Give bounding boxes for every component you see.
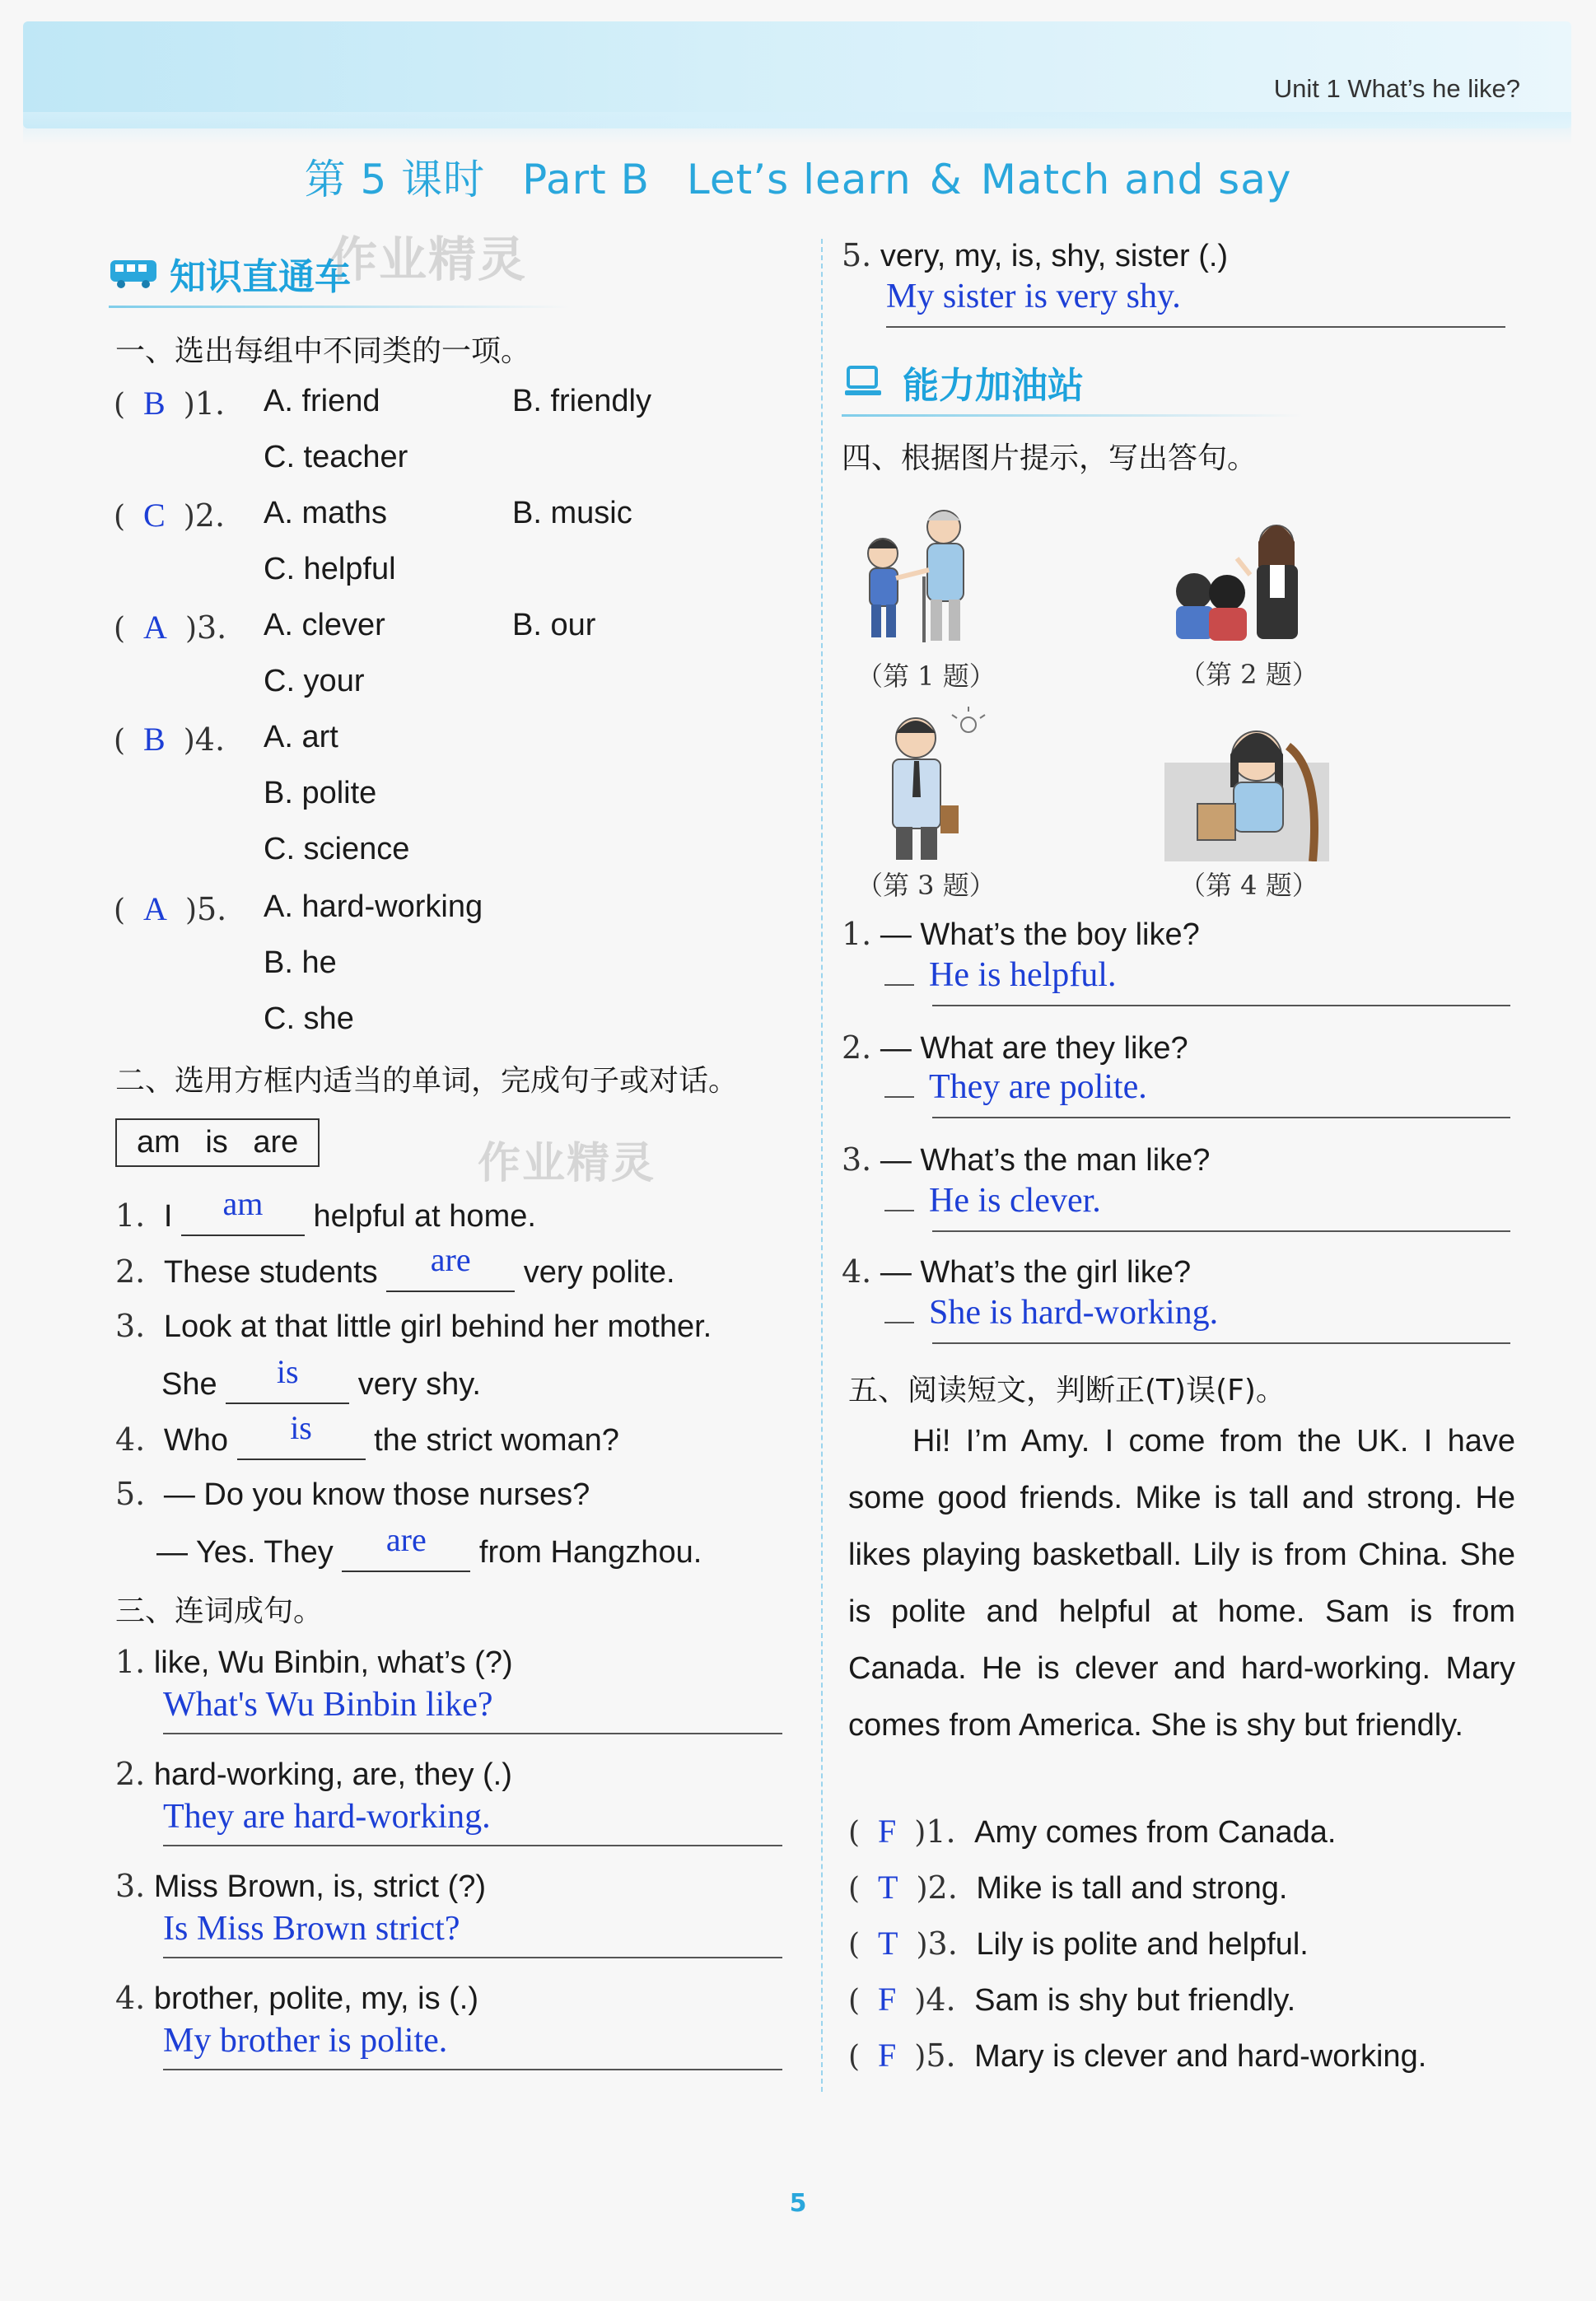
caption-2: （第 2 题）: [1179, 659, 1318, 690]
s3-line-5: [886, 326, 1505, 328]
s3-answer-1: What's Wu Binbin like?: [163, 1686, 493, 1724]
s5-answer-3: T: [878, 1925, 898, 1962]
s3-item-4: 4. brother, polite, my, is (.): [115, 1980, 479, 2016]
section4-heading: 四、根据图片提示，写出答句。: [842, 441, 1258, 475]
s3-line-1: [163, 1733, 782, 1734]
box-word-am: am: [137, 1125, 180, 1160]
s4-item-4: 4. — What’s the girl like?: [842, 1253, 1192, 1290]
page-number: 5: [789, 2189, 807, 2218]
s5-item-3: ( T )3. Lily is polite and helpful.: [848, 1925, 1309, 1962]
s5-answer-5: F: [878, 2037, 897, 2074]
header-underline: [109, 306, 570, 308]
s2-item-5: 5. — Do you know those nurses?: [115, 1476, 590, 1512]
s4-answer-row-2: They are polite.: [884, 1067, 1147, 1107]
s1-option-4a: A. art: [264, 720, 338, 754]
s3-item-1: 1. like, Wu Binbin, what’s (?): [115, 1644, 513, 1680]
s3-answer-2: They are hard-working.: [163, 1798, 491, 1836]
caption-4: （第 4 题）: [1179, 870, 1318, 901]
s1-item-4: ( B )4.: [114, 721, 226, 758]
s3-line-3: [163, 1957, 782, 1958]
s4-item-3: 3. — What’s the man like?: [842, 1141, 1211, 1178]
s1-option-2c: C. helpful: [264, 552, 396, 586]
picture-2-children-and-teacher: [1161, 517, 1326, 649]
s1-item-1: ( B )1.: [114, 385, 226, 422]
section5-heading: 五、阅读短文，判断正(T)误(F)。: [848, 1374, 1286, 1407]
page-title: [0, 147, 1596, 206]
caption-1: （第 1 题）: [856, 660, 996, 692]
section2-heading: 二、选用方框内适当的单词，完成句子或对话。: [115, 1064, 739, 1098]
s3-line-4: [163, 2069, 782, 2070]
s3-answer-5: My sister is very shy.: [886, 278, 1181, 315]
picture-1-boy-helping-old-man: [848, 502, 988, 651]
caption-3: （第 3 题）: [856, 870, 996, 901]
title-amp: &: [929, 156, 963, 203]
picture-3-man-with-idea: [865, 707, 996, 863]
s4-answer-row-1: He is helpful.: [884, 955, 1116, 995]
s4-line-1: [932, 1005, 1510, 1006]
s2-blank-4: is: [237, 1420, 366, 1460]
s2-blank-2: are: [386, 1252, 515, 1292]
s1-option-5a: A. hard-working: [264, 889, 483, 924]
column-divider: [821, 239, 823, 2092]
s1-option-2b: B. music: [512, 496, 632, 530]
knowledge-header-text: 知识直通车: [170, 256, 351, 298]
s5-answer-2: T: [878, 1869, 898, 1906]
s1-option-3b: B. our: [512, 608, 596, 642]
s2-item-1: 1. I am helpful at home.: [115, 1196, 536, 1236]
s3-answer-3: Is Miss Brown strict?: [163, 1910, 460, 1948]
s4-item-2: 2. — What are they like?: [842, 1029, 1188, 1066]
title-section2: Match and say: [980, 156, 1292, 203]
watermark-1: 作业精灵: [329, 231, 528, 287]
s1-answer-4: B: [143, 721, 166, 758]
s5-item-5: ( F )5. Mary is clever and hard-working.: [848, 2037, 1427, 2074]
s2-item-4: 4. Who is the strict woman?: [115, 1420, 619, 1460]
s1-answer-2: C: [143, 497, 166, 534]
s1-option-1c: C. teacher: [264, 440, 408, 474]
s5-item-2: ( T )2. Mike is tall and strong.: [848, 1869, 1288, 1906]
watermark-2: 作业精灵: [478, 1139, 656, 1188]
title-part: Part B: [522, 156, 650, 203]
s3-line-2: [163, 1845, 782, 1846]
s1-option-3a: A. clever: [264, 608, 385, 642]
title-section1: Let’s learn: [686, 156, 912, 203]
reading-passage: Hi! I’m Amy. I come from the UK. I have some good friends. Mike is tall and strong. He likes playing basketball. Lily is from China. She is polite and helpful at home. Sam is from Canada. He is clever and hard-working. Mary comes from America. She is shy but friendly.: [848, 1424, 1515, 1743]
s1-option-2a: A. maths: [264, 496, 387, 530]
knowledge-header: [109, 247, 351, 300]
s1-option-1b: B. friendly: [512, 384, 651, 418]
s1-item-5: ( A )5.: [114, 890, 227, 927]
s1-answer-5: A: [143, 890, 167, 927]
bus-icon: [109, 257, 160, 290]
s3-item-3: 3. Miss Brown, is, strict (?): [115, 1868, 487, 1904]
s5-answer-4: F: [878, 1981, 897, 2018]
computer-icon: [842, 366, 893, 399]
s2-item-5b: — Yes. They are from Hangzhou.: [156, 1532, 702, 1572]
s2-blank-5: are: [342, 1532, 470, 1572]
s1-option-4c: C. science: [264, 832, 410, 866]
s1-option-5b: B. he: [264, 945, 337, 980]
running-header: Unit 1 What’s he like?: [1273, 74, 1520, 103]
s3-item-5: 5. very, my, is, shy, sister (.): [842, 237, 1229, 273]
ability-header: [842, 356, 1084, 408]
s5-answer-1: F: [878, 1813, 897, 1850]
s4-answer-row-4: She is hard-working.: [884, 1293, 1218, 1333]
s1-item-3: ( A )3.: [114, 609, 227, 646]
s3-answer-4: My brother is polite.: [163, 2022, 448, 2060]
header-underline-2: [842, 414, 1303, 417]
s3-item-2: 2. hard-working, are, they (.): [115, 1756, 512, 1792]
s1-item-2: ( C )2.: [114, 497, 226, 534]
section1-heading: 一、选出每组中不同类的一项。: [115, 334, 531, 368]
s1-option-5c: C. she: [264, 1001, 354, 1036]
s4-answer-row-3: He is clever.: [884, 1181, 1101, 1221]
s5-item-1: ( F )1. Amy comes from Canada.: [848, 1813, 1337, 1850]
s4-item-1: 1. — What’s the boy like?: [842, 916, 1200, 952]
s1-option-4b: B. polite: [264, 776, 377, 810]
box-word-is: is: [205, 1125, 228, 1160]
s2-item-3b: She is very shy.: [161, 1364, 481, 1404]
s4-line-3: [932, 1230, 1510, 1232]
box-word-are: are: [253, 1125, 299, 1160]
picture-4-girl-studying: [1164, 713, 1329, 861]
s2-blank-3: is: [226, 1364, 349, 1404]
s2-item-2: 2. These students are very polite.: [115, 1252, 675, 1292]
s4-line-4: [932, 1342, 1510, 1344]
ability-header-text: 能力加油站: [903, 365, 1084, 407]
s1-option-3c: C. your: [264, 664, 365, 698]
section3-heading: 三、连词成句。: [115, 1594, 324, 1628]
s1-answer-1: B: [143, 385, 166, 422]
title-lesson: 第 5 课时: [304, 156, 486, 203]
word-box: [115, 1118, 320, 1167]
s4-line-2: [932, 1117, 1510, 1118]
s1-answer-3: A: [143, 609, 167, 646]
s1-option-1a: A. friend: [264, 384, 380, 418]
s5-item-4: ( F )4. Sam is shy but friendly.: [848, 1981, 1296, 2018]
s2-blank-1: am: [181, 1196, 305, 1236]
s2-item-3: 3. Look at that little girl behind her mother.: [115, 1308, 712, 1344]
